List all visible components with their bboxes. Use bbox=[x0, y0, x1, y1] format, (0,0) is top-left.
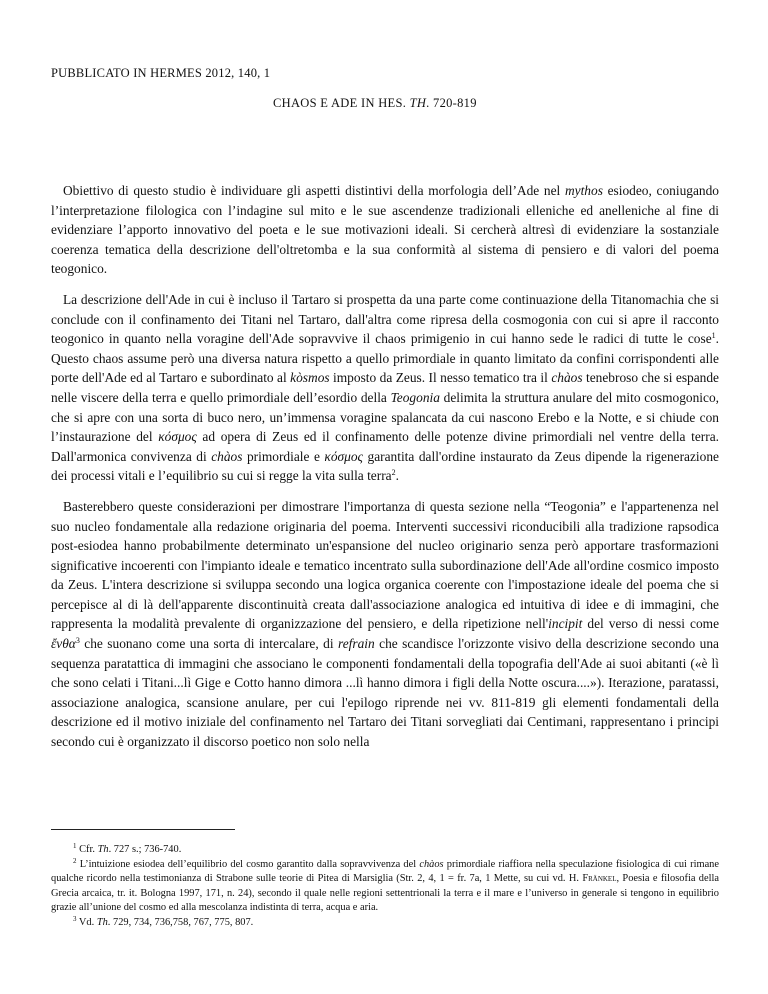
footnote-1-th: Th bbox=[97, 844, 109, 855]
p2-text-h: garantita dall'ordine instaurato da Zeus dipende la rigenerazione dei processi vitali e l’equilibrio su cui si regge la vita sulla terra bbox=[51, 448, 719, 484]
p1-text-a: Obiettivo di questo studio è individuare gli aspetti distintivi della morfologia dell’Ade nel bbox=[63, 183, 565, 198]
title-th: TH bbox=[409, 96, 427, 110]
footnote-2-text-c: , Poesia e filosofia della Grecia arcaica, tr. it. Bologna 1997, 171, n. 24), secondo il quale nelle regioni settentrionali la terra e il mare e l’universo in generale si tengono in equilibrio grazie all’unione del cosmo ed alla mescolanza indistinta di terra, acqua e aria. bbox=[51, 873, 719, 914]
footnote-1-number: 1 bbox=[73, 842, 77, 850]
p2-greek-kosmos-1: κόσμος bbox=[158, 429, 197, 445]
p2-text-a: La descrizione dell'Ade in cui è incluso il Tartaro si prospetta da una parte come continuazione della Titanomachia che si conclude con il confinamento dei Titani nel Tartaro, dall'altra come ripresa della cosmogonia con cui si apre il racconto teogonico in quanto nella voragine dell'Ade sopravvive il chaos primigenio in cui hanno sede le radici di tutte le cose bbox=[51, 291, 719, 347]
footnote-1 bbox=[51, 843, 719, 858]
footnote-3-text-b: . 729, 734, 736,758, 767, 775, 807. bbox=[107, 916, 254, 928]
p2-teogonia: Teogonia bbox=[390, 389, 440, 405]
publication-prefix: PUBBLICATO IN bbox=[51, 66, 151, 80]
footnote-3-th: Th bbox=[96, 916, 108, 928]
p3-text-b: del verso di nessi come bbox=[582, 616, 720, 632]
footnote-3-number: 3 bbox=[73, 914, 77, 923]
p1-text-b: esiodeo, coniugando l’interpretazione filologica con l’indagine sul mito e le sue ascendenze tradizionali elleniche ed anelleniche al fine di evidenziare l’apporto innovativo del poeta e le sue motivazioni ideali. Si cercherà altresì di evidenziare la sostanziale coerenza tematica della descrizione dell'oltretomba e la sua conformità al sistema di pensiero e di valori del poema teogonico. bbox=[51, 183, 720, 277]
footnote-2-number: 2 bbox=[73, 856, 77, 865]
p2-chaos-1: chàos bbox=[551, 370, 583, 386]
footnote-ref-2[interactable]: 2 bbox=[391, 468, 396, 478]
footnote-2-text-a: L’intuizione esiodea dell’equilibrio del cosmo garantito dalla sopravvivenza del bbox=[76, 858, 420, 870]
p3-text-c: che suonano come una sorta di intercalare, di bbox=[79, 636, 339, 652]
p2-kosmos: kòsmos bbox=[290, 370, 330, 386]
footnote-2-text-b: primordiale riaffiora nella speculazione fisiologica di cui rimane qualche ricordo nella testimonianza di Strabone sulle teorie di Pitea di Marsiglia (Str. 2, 4, 1 = fr. 7a, 1 Mette, su cui vd. H. bbox=[51, 858, 719, 885]
footnote-2 bbox=[51, 858, 719, 916]
journal-name: HERMES bbox=[150, 66, 203, 80]
footnote-ref-1[interactable]: 1 bbox=[711, 331, 716, 341]
footnote-3 bbox=[51, 916, 719, 931]
main-text bbox=[51, 181, 719, 763]
p3-text-a: Basterebbero queste considerazioni per dimostrare l'importanza di questa sezione nella “Teogonia” e l'appartenenza nel suo nucleo fondamentale alla redazione originaria del poema. Interventi successivi riconducibili alla tradizione rapsodica post-esiodea hanno probabilmente determinato un'espansione del nucleo originario senza però apportare trasformazioni significative incoerenti con l'impianto ideale e tematico incentrato sulla subordinazione dell'Ade all'ordine cosmico imposto da Zeus. L'intera descrizione si sviluppa secondo una logica organica coerente con l'impostazione ideale del poema che si percepisce al di là dell'apparente discontinuità creata dall'associazione analogica ed intuitiva di idee e di immagini, che rappresenta la modalità prevalente di organizzazione del pensiero, e della ripetizione nell' bbox=[51, 498, 719, 632]
footnote-divider bbox=[51, 829, 235, 830]
p2-text-f: ad opera di Zeus ed il confinamento delle potenze divine primordiali nel ventre della terra. Dall'armonica convivenza di bbox=[51, 429, 720, 464]
footnote-2-chaos: chàos bbox=[419, 858, 444, 870]
title-prefix: CHAOS E ADE IN bbox=[273, 96, 379, 110]
paragraph-1 bbox=[51, 181, 719, 279]
title-work: HES bbox=[378, 96, 403, 110]
p2-text-e: delimita la struttura anulare del mito cosmogonico, che si apre con una sorta di buco nero, un’immensa voragine spalancata da cui nascono Erebo e la Notte, e si chiude con l’instaurazione del bbox=[51, 389, 720, 445]
footnote-1-text-b: . 727 s.; 736-740. bbox=[108, 844, 182, 855]
footnote-1-text-a: Cfr. bbox=[76, 844, 98, 855]
p2-chaos-2: chàos bbox=[211, 448, 243, 464]
p2-text-b: . Questo chaos assume però una diversa natura rispetto a quello primordiale in quanto limitato da confini corrispondenti alle porte dell'Ade ed al Tartaro e subordinato al bbox=[51, 331, 719, 386]
p3-greek-entha: ἔνθα bbox=[51, 636, 76, 652]
footnote-3-text-a: Vd. bbox=[76, 916, 97, 928]
p3-incipit: incipit bbox=[548, 616, 583, 632]
footnote-2-author: Fränkel bbox=[582, 873, 617, 885]
title-range: . 720-819 bbox=[426, 96, 477, 110]
footnote-ref-3[interactable]: 3 bbox=[75, 636, 80, 646]
footnotes bbox=[51, 843, 719, 931]
p2-greek-kosmos-2: κόσμος bbox=[324, 448, 363, 464]
title-sep: . bbox=[402, 96, 410, 110]
p3-text-d: che scandisce l'orizzonte visivo della descrizione secondo una sequenza paratattica di immagini che associano le componenti fondamentali della topografia dell'Ade ai suoi abitanti («è lì che sono celati i Titani...lì Gige e Cotto hanno dimora ...lì hanno dimora i figli della Notte oscura....»). Iterazione, paratassi, associazione analogica, scansione anulare, per cui l'epilogo riprende nei vv. 811-819 gli elementi fondamentali della descrizione ed il motivo iniziale del confinamento nel Tartaro dei Titani sorvegliati dai Centimani, rappresentano i principi secondo cui è organizzato il discorso poetico non solo nella bbox=[51, 636, 719, 750]
page-title bbox=[273, 96, 477, 111]
publication-line bbox=[51, 66, 270, 81]
paragraph-3 bbox=[51, 497, 719, 752]
p3-refrain: refrain bbox=[338, 636, 375, 652]
p2-text-d: tenebroso che si espande nelle viscere della terra e quello primordiale dell’esordio della bbox=[51, 370, 720, 405]
paragraph-2 bbox=[51, 290, 719, 486]
publication-details: 2012, 140, 1 bbox=[202, 66, 271, 80]
p1-mythos: mythos bbox=[564, 183, 603, 198]
p2-text-c: imposto da Zeus. Il nesso tematico tra il bbox=[329, 370, 552, 386]
p2-text-i: . bbox=[395, 468, 399, 484]
p2-text-g: primordiale e bbox=[242, 448, 325, 464]
